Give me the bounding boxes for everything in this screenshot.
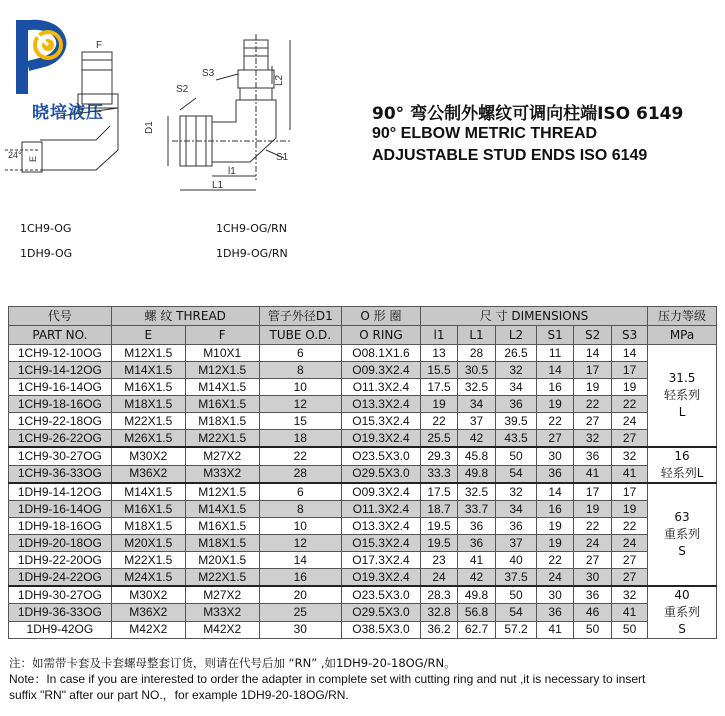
table-cell: 11 <box>537 345 574 362</box>
table-cell: M18X1.5 <box>185 535 259 552</box>
table-cell: 36 <box>496 518 537 535</box>
table-cell: M20X1.5 <box>185 552 259 569</box>
table-cell: 17 <box>574 483 612 501</box>
subheader-cell: S3 <box>612 326 648 345</box>
table-cell: 50 <box>496 586 537 604</box>
table-cell: 18 <box>259 430 341 448</box>
title-english-line2: ADJUSTABLE STUD ENDS ISO 6149 <box>372 147 648 164</box>
table-cell: O38.5X3.0 <box>341 621 420 638</box>
table-cell: M27X2 <box>185 447 259 465</box>
table-cell: 43.5 <box>496 430 537 448</box>
table-cell: M20X1.5 <box>111 535 185 552</box>
note-english-line1: Note：In case if you are interested to order the adapter in complete set with cutting ring and nut ,it is necessary to insert <box>9 672 646 686</box>
table-row <box>9 483 717 501</box>
pressure-rating-line: 63 <box>674 510 690 524</box>
subheader-cell: S1 <box>537 326 574 345</box>
table-cell: O15.3X2.4 <box>341 413 420 430</box>
table-cell: 1CH9-16-14OG <box>9 379 112 396</box>
table-cell: 36.2 <box>421 621 458 638</box>
header-part: 代号 <box>9 307 112 326</box>
pressure-rating-line: 16 <box>674 449 690 463</box>
table-cell: 22 <box>574 518 612 535</box>
table-cell: 36 <box>574 586 612 604</box>
table-cell: 57.2 <box>496 621 537 638</box>
table-cell: 1CH9-14-12OG <box>9 362 112 379</box>
table-cell: 28 <box>259 465 341 483</box>
table-cell: 1CH9-18-16OG <box>9 396 112 413</box>
table-cell: 16 <box>537 379 574 396</box>
table-row <box>9 465 717 483</box>
table-cell: O13.3X2.4 <box>341 518 420 535</box>
note-english-line2: suffix "RN" after our part NO.，for example 1DH9-20-18OG/RN. <box>9 688 349 702</box>
table-cell: 32 <box>496 483 537 501</box>
table-cell: M14X1.5 <box>111 362 185 379</box>
subheader-cell: L1 <box>457 326 495 345</box>
table-cell: 27 <box>574 552 612 569</box>
pressure-rating-cell <box>648 586 717 639</box>
pressure-rating-line: L <box>678 405 686 419</box>
table-cell: 22 <box>612 518 648 535</box>
table-row <box>9 413 717 430</box>
table-cell: 39.5 <box>496 413 537 430</box>
table-cell: 42 <box>457 569 495 587</box>
table-cell: M14X1.5 <box>111 483 185 501</box>
table-row <box>9 501 717 518</box>
subheader-cell: S2 <box>574 326 612 345</box>
table-cell: 50 <box>612 621 648 638</box>
table-cell: M26X1.5 <box>111 430 185 448</box>
table-cell: 54 <box>496 465 537 483</box>
table-cell: 41 <box>612 604 648 621</box>
table-cell: M12X1.5 <box>185 483 259 501</box>
table-cell: 19 <box>421 396 458 413</box>
table-cell: 25 <box>259 604 341 621</box>
table-cell: 36 <box>496 396 537 413</box>
table-cell: 23 <box>421 552 458 569</box>
table-row <box>9 535 717 552</box>
table-cell: 18.7 <box>421 501 458 518</box>
table-cell: 24 <box>421 569 458 587</box>
table-cell: M27X2 <box>185 586 259 604</box>
table-cell: M18X1.5 <box>111 396 185 413</box>
table-cell: 62.7 <box>457 621 495 638</box>
series-label-1ch9-og-rn: 1CH9-OG/RN <box>216 222 287 235</box>
table-row <box>9 518 717 535</box>
header-tube: 管子外径D1 <box>259 307 341 326</box>
table-cell: 32 <box>612 447 648 465</box>
subheader-cell: l1 <box>421 326 458 345</box>
table-row <box>9 586 717 604</box>
table-cell: 30 <box>259 621 341 638</box>
table-row <box>9 552 717 569</box>
table-cell: O09.3X2.4 <box>341 362 420 379</box>
table-cell: 19 <box>574 501 612 518</box>
table-cell: 26.5 <box>496 345 537 362</box>
table-cell: M33X2 <box>185 604 259 621</box>
pressure-rating-line: S <box>678 544 686 558</box>
table-cell: 40 <box>496 552 537 569</box>
table-cell: 14 <box>537 483 574 501</box>
table-cell: 33.3 <box>421 465 458 483</box>
table-cell: 19 <box>612 501 648 518</box>
title-chinese: 90° 弯公制外螺纹可调向柱端ISO 6149 <box>372 104 684 124</box>
table-cell: 13 <box>421 345 458 362</box>
table-cell: 29.3 <box>421 447 458 465</box>
subheader-cell: PART NO. <box>9 326 112 345</box>
table-cell: 34 <box>496 501 537 518</box>
pressure-rating-line: 轻系列 <box>664 388 701 402</box>
table-cell: M12X1.5 <box>111 345 185 362</box>
table-cell: 24 <box>574 535 612 552</box>
table-cell: 33.7 <box>457 501 495 518</box>
table-cell: M18X1.5 <box>185 413 259 430</box>
table-cell: M14X1.5 <box>185 379 259 396</box>
table-cell: 36 <box>574 447 612 465</box>
table-cell: 42 <box>457 430 495 448</box>
table-cell: M24X1.5 <box>111 569 185 587</box>
table-cell: 56.8 <box>457 604 495 621</box>
table-cell: 25.5 <box>421 430 458 448</box>
table-row <box>9 430 717 448</box>
table-cell: M30X2 <box>111 586 185 604</box>
subheader-cell: O RING <box>341 326 420 345</box>
table-cell: 10 <box>259 518 341 535</box>
table-cell: M16X1.5 <box>185 518 259 535</box>
table-cell: O19.3X2.4 <box>341 569 420 587</box>
table-cell: O09.3X2.4 <box>341 483 420 501</box>
pressure-rating-line: S <box>678 622 686 636</box>
pressure-rating-line: 重系列 <box>664 527 701 541</box>
table-cell: 1DH9-20-18OG <box>9 535 112 552</box>
table-cell: 1DH9-30-27OG <box>9 586 112 604</box>
table-cell: 19 <box>537 396 574 413</box>
table-cell: 1DH9-22-20OG <box>9 552 112 569</box>
table-cell: 36 <box>457 518 495 535</box>
table-cell: 1DH9-42OG <box>9 621 112 638</box>
table-row <box>9 345 717 362</box>
table-cell: O19.3X2.4 <box>341 430 420 448</box>
table-cell: 12 <box>259 535 341 552</box>
table-cell: 1CH9-30-27OG <box>9 447 112 465</box>
spec-table <box>8 306 717 639</box>
table-cell: 6 <box>259 345 341 362</box>
table-cell: M16X1.5 <box>111 501 185 518</box>
subheader-cell: TUBE O.D. <box>259 326 341 345</box>
table-cell: O29.5X3.0 <box>341 465 420 483</box>
subheader-cell: F <box>185 326 259 345</box>
table-body <box>9 345 717 639</box>
table-cell: 8 <box>259 501 341 518</box>
table-cell: 32.5 <box>457 379 495 396</box>
table-cell: 27 <box>612 569 648 587</box>
table-cell: 36 <box>457 535 495 552</box>
table-cell: 15 <box>259 413 341 430</box>
label-angle: 24° <box>8 150 22 160</box>
table-cell: 37 <box>496 535 537 552</box>
series-label-1ch9-og: 1CH9-OG <box>20 222 72 235</box>
table-cell: 8 <box>259 362 341 379</box>
table-cell: 1CH9-26-22OG <box>9 430 112 448</box>
table-cell: 24 <box>612 535 648 552</box>
table-cell: 22 <box>259 447 341 465</box>
table-cell: 1CH9-22-18OG <box>9 413 112 430</box>
table-cell: 36 <box>537 604 574 621</box>
note-chinese: 注：如需带卡套及卡套螺母整套订货，则请在代号后加 “RN” ,如1DH9-20-18OG/RN。 <box>9 656 456 670</box>
table-cell: 22 <box>574 396 612 413</box>
label-e: E <box>28 155 38 162</box>
table-cell: M33X2 <box>185 465 259 483</box>
table-cell: O23.5X3.0 <box>341 447 420 465</box>
label-d1: D1 <box>144 121 155 134</box>
table-cell: 37 <box>457 413 495 430</box>
table-cell: O11.3X2.4 <box>341 501 420 518</box>
table-cell: 45.8 <box>457 447 495 465</box>
table-row <box>9 379 717 396</box>
table-cell: M42X2 <box>111 621 185 638</box>
table-cell: 28 <box>457 345 495 362</box>
table-cell: 15.5 <box>421 362 458 379</box>
table-cell: 1CH9-12-10OG <box>9 345 112 362</box>
label-f: F <box>96 40 103 51</box>
table-cell: 41 <box>574 465 612 483</box>
table-cell: M42X2 <box>185 621 259 638</box>
table-cell: O13.3X2.4 <box>341 396 420 413</box>
table-row <box>9 604 717 621</box>
table-cell: M14X1.5 <box>185 501 259 518</box>
table-cell: M22X1.5 <box>111 413 185 430</box>
table-cell: 19 <box>574 379 612 396</box>
table-cell: 14 <box>259 552 341 569</box>
table-cell: 30 <box>537 586 574 604</box>
table-cell: M22X1.5 <box>185 569 259 587</box>
table-cell: 27 <box>612 430 648 448</box>
table-cell: M36X2 <box>111 465 185 483</box>
series-label-1dh9-og: 1DH9-OG <box>20 247 73 260</box>
table-cell: 28.3 <box>421 586 458 604</box>
subheader-cell: E <box>111 326 185 345</box>
table-row <box>9 362 717 379</box>
table-cell: 41 <box>612 465 648 483</box>
table-cell: 1DH9-18-16OG <box>9 518 112 535</box>
header-oring: O 形 圈 <box>341 307 420 326</box>
table-cell: 14 <box>612 345 648 362</box>
table-cell: 32.8 <box>421 604 458 621</box>
table-cell: M16X1.5 <box>111 379 185 396</box>
table-cell: 32.5 <box>457 483 495 501</box>
table-row <box>9 447 717 465</box>
table-cell: 41 <box>537 621 574 638</box>
pressure-rating-line: 40 <box>674 588 690 602</box>
table-cell: 54 <box>496 604 537 621</box>
subheader-cell: L2 <box>496 326 537 345</box>
table-cell: 16 <box>537 501 574 518</box>
table-cell: 1DH9-14-12OG <box>9 483 112 501</box>
table-cell: 22 <box>612 396 648 413</box>
table-cell: 22 <box>537 552 574 569</box>
table-cell: 20 <box>259 586 341 604</box>
table-cell: M12X1.5 <box>185 362 259 379</box>
header-thread: 螺 纹 THREAD <box>111 307 259 326</box>
label-s2: S2 <box>176 84 189 95</box>
table-cell: 27 <box>574 413 612 430</box>
pressure-rating-line: 31.5 <box>668 371 696 385</box>
title-english-line1: 90° ELBOW METRIC THREAD <box>372 125 598 142</box>
pressure-rating-cell <box>648 483 717 586</box>
table-cell: 17 <box>612 362 648 379</box>
header-row-1 <box>9 307 717 326</box>
header-pressure: 压力等级 <box>648 307 717 326</box>
table-cell: O15.3X2.4 <box>341 535 420 552</box>
label-l2: L2 <box>274 74 285 86</box>
table-cell: 49.8 <box>457 586 495 604</box>
table-cell: 19 <box>537 518 574 535</box>
table-cell: 19.5 <box>421 518 458 535</box>
table-cell: 30 <box>537 447 574 465</box>
label-l1-small: l1 <box>228 166 236 177</box>
header-dimensions: 尺 寸 DIMENSIONS <box>421 307 648 326</box>
pressure-rating-cell <box>648 345 717 448</box>
header-row-2 <box>9 326 717 345</box>
table-cell: 34 <box>457 396 495 413</box>
table-cell: 32 <box>574 430 612 448</box>
order-note <box>9 655 721 703</box>
table-cell: M16X1.5 <box>185 396 259 413</box>
table-cell: 22 <box>537 413 574 430</box>
fitting-drawing <box>0 30 320 200</box>
table-cell: M22X1.5 <box>111 552 185 569</box>
table-cell: M22X1.5 <box>185 430 259 448</box>
table-cell: 22 <box>421 413 458 430</box>
table-cell: 41 <box>457 552 495 569</box>
series-label-1dh9-og-rn: 1DH9-OG/RN <box>216 247 288 260</box>
table-cell: O29.5X3.0 <box>341 604 420 621</box>
table-cell: O08.1X1.6 <box>341 345 420 362</box>
table-cell: 6 <box>259 483 341 501</box>
table-cell: 32 <box>612 586 648 604</box>
table-cell: 1CH9-36-33OG <box>9 465 112 483</box>
pressure-rating-line: 轻系列L <box>660 466 704 480</box>
table-cell: 32 <box>496 362 537 379</box>
table-cell: 24 <box>537 569 574 587</box>
table-cell: 1DH9-36-33OG <box>9 604 112 621</box>
table-cell: 10 <box>259 379 341 396</box>
table-cell: 12 <box>259 396 341 413</box>
table-cell: 14 <box>537 362 574 379</box>
pressure-rating-line: 重系列 <box>664 605 701 619</box>
table-cell: M30X2 <box>111 447 185 465</box>
table-cell: 50 <box>574 621 612 638</box>
table-cell: 36 <box>537 465 574 483</box>
table-cell: 19 <box>537 535 574 552</box>
table-cell: 1DH9-16-14OG <box>9 501 112 518</box>
table-row <box>9 621 717 638</box>
table-cell: 49.8 <box>457 465 495 483</box>
table-row <box>9 396 717 413</box>
logo-text: 晓培液压 <box>32 103 104 123</box>
table-cell: 37.5 <box>496 569 537 587</box>
table-cell: O11.3X2.4 <box>341 379 420 396</box>
subheader-cell: MPa <box>648 326 717 345</box>
table-cell: O17.3X2.4 <box>341 552 420 569</box>
table-cell: 16 <box>259 569 341 587</box>
table-cell: 1DH9-24-22OG <box>9 569 112 587</box>
table-cell: 17 <box>574 362 612 379</box>
table-cell: 19 <box>612 379 648 396</box>
table-cell: 19.5 <box>421 535 458 552</box>
label-s1: S1 <box>276 152 289 163</box>
table-cell: 24 <box>612 413 648 430</box>
table-cell: 46 <box>574 604 612 621</box>
table-cell: 27 <box>537 430 574 448</box>
table-cell: 30.5 <box>457 362 495 379</box>
table-cell: 30 <box>574 569 612 587</box>
pressure-rating-cell <box>648 447 717 483</box>
table-cell: 50 <box>496 447 537 465</box>
table-cell: O23.5X3.0 <box>341 586 420 604</box>
table-cell: 17.5 <box>421 483 458 501</box>
label-l1: L1 <box>212 180 224 191</box>
table-cell: 17 <box>612 483 648 501</box>
table-cell: M36X2 <box>111 604 185 621</box>
table-cell: 17.5 <box>421 379 458 396</box>
table-cell: 34 <box>496 379 537 396</box>
label-s3: S3 <box>202 68 215 79</box>
table-cell: M10X1 <box>185 345 259 362</box>
table-cell: M18X1.5 <box>111 518 185 535</box>
table-cell: 14 <box>574 345 612 362</box>
table-row <box>9 569 717 587</box>
table-cell: 27 <box>612 552 648 569</box>
